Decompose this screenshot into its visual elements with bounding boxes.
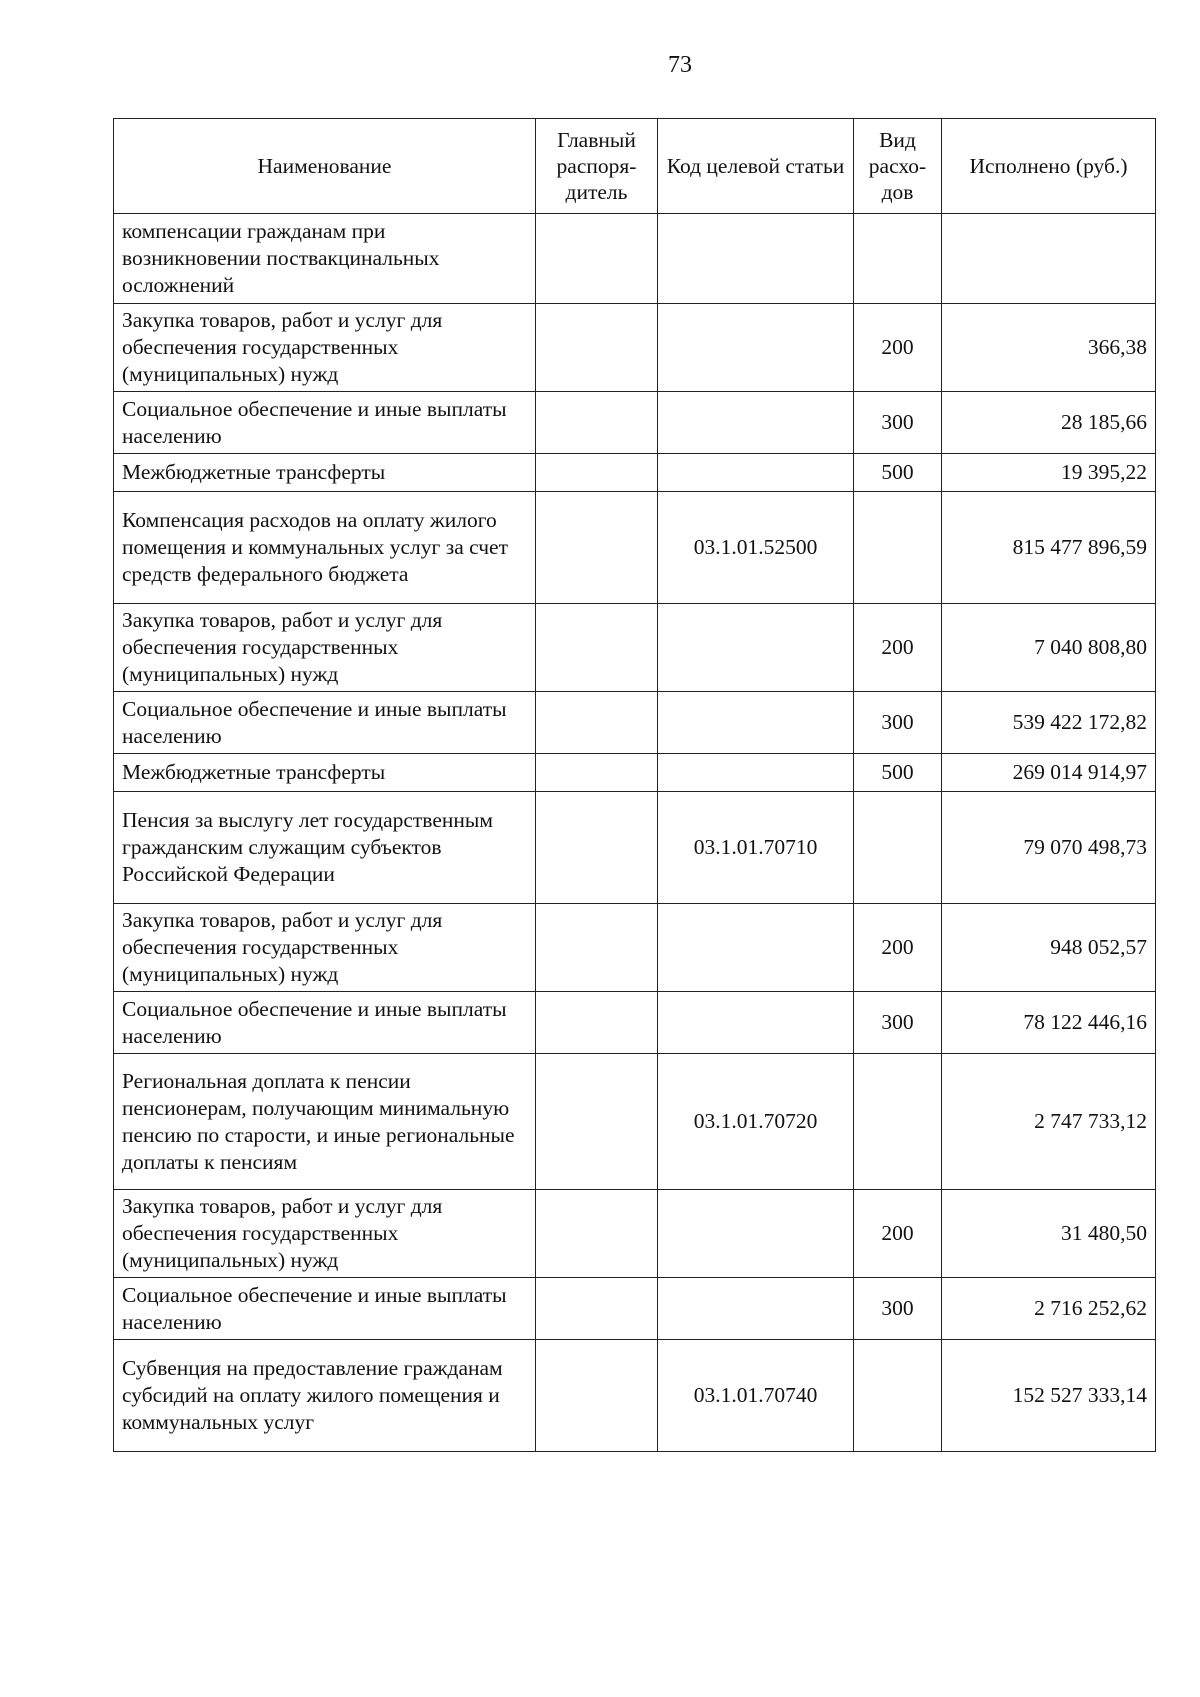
table-row xyxy=(114,754,1156,792)
cell-name: компенсации гражданам при возникновении поствакцинальных осложнений xyxy=(114,214,536,304)
table-row xyxy=(114,454,1156,492)
cell-expense-type xyxy=(854,1340,942,1452)
cell-target-code: 03.1.01.70740 xyxy=(658,1340,854,1452)
cell-executed: 539 422 172,82 xyxy=(942,692,1156,754)
cell-expense-type: 300 xyxy=(854,392,942,454)
cell-target-code xyxy=(658,214,854,304)
table-header-row xyxy=(114,119,1156,214)
cell-main-manager xyxy=(536,304,658,392)
cell-main-manager xyxy=(536,754,658,792)
table-row xyxy=(114,792,1156,904)
cell-executed: 28 185,66 xyxy=(942,392,1156,454)
cell-main-manager xyxy=(536,992,658,1054)
header-main-manager: Главный распоря-дитель xyxy=(536,119,658,214)
cell-executed: 78 122 446,16 xyxy=(942,992,1156,1054)
cell-expense-type: 300 xyxy=(854,992,942,1054)
cell-target-code xyxy=(658,692,854,754)
cell-target-code xyxy=(658,754,854,792)
cell-executed: 366,38 xyxy=(942,304,1156,392)
cell-executed: 2 747 733,12 xyxy=(942,1054,1156,1190)
cell-target-code xyxy=(658,304,854,392)
table-row xyxy=(114,1278,1156,1340)
cell-executed: 19 395,22 xyxy=(942,454,1156,492)
table-row xyxy=(114,1340,1156,1452)
header-target-code: Код целевой статьи xyxy=(658,119,854,214)
cell-expense-type: 200 xyxy=(854,304,942,392)
cell-executed: 815 477 896,59 xyxy=(942,492,1156,604)
cell-executed: 948 052,57 xyxy=(942,904,1156,992)
table-body xyxy=(114,214,1156,1452)
cell-name: Социальное обеспечение и иные выплаты населению xyxy=(114,392,536,454)
cell-expense-type: 300 xyxy=(854,1278,942,1340)
cell-target-code xyxy=(658,1278,854,1340)
cell-target-code: 03.1.01.70720 xyxy=(658,1054,854,1190)
cell-name: Региональная доплата к пенсии пенсионерам, получающим минимальную пенсию по старости, и иные региональные доплаты к пенсиям xyxy=(114,1054,536,1190)
cell-executed: 79 070 498,73 xyxy=(942,792,1156,904)
header-executed: Исполнено (руб.) xyxy=(942,119,1156,214)
table-row xyxy=(114,214,1156,304)
cell-main-manager xyxy=(536,604,658,692)
expense-table xyxy=(113,118,1156,1452)
cell-target-code xyxy=(658,1190,854,1278)
cell-main-manager xyxy=(536,1190,658,1278)
cell-name: Межбюджетные трансферты xyxy=(114,454,536,492)
cell-main-manager xyxy=(536,492,658,604)
cell-executed: 31 480,50 xyxy=(942,1190,1156,1278)
header-name: Наименование xyxy=(114,119,536,214)
cell-main-manager xyxy=(536,214,658,304)
cell-expense-type: 200 xyxy=(854,904,942,992)
cell-target-code xyxy=(658,604,854,692)
table-row xyxy=(114,692,1156,754)
cell-main-manager xyxy=(536,792,658,904)
cell-expense-type: 200 xyxy=(854,1190,942,1278)
cell-expense-type xyxy=(854,214,942,304)
cell-target-code: 03.1.01.52500 xyxy=(658,492,854,604)
table-row xyxy=(114,604,1156,692)
cell-target-code xyxy=(658,392,854,454)
cell-target-code: 03.1.01.70710 xyxy=(658,792,854,904)
cell-expense-type: 300 xyxy=(854,692,942,754)
table-row xyxy=(114,1190,1156,1278)
cell-executed: 7 040 808,80 xyxy=(942,604,1156,692)
cell-expense-type: 500 xyxy=(854,454,942,492)
cell-name: Межбюджетные трансферты xyxy=(114,754,536,792)
table-row xyxy=(114,492,1156,604)
table-row xyxy=(114,1054,1156,1190)
cell-main-manager xyxy=(536,1054,658,1190)
cell-name: Компенсация расходов на оплату жилого помещения и коммунальных услуг за счет средств федерального бюджета xyxy=(114,492,536,604)
cell-main-manager xyxy=(536,692,658,754)
cell-name: Закупка товаров, работ и услуг для обеспечения государственных (муниципальных) нужд xyxy=(114,1190,536,1278)
table-row xyxy=(114,992,1156,1054)
table-row xyxy=(114,904,1156,992)
cell-main-manager xyxy=(536,1340,658,1452)
cell-name: Закупка товаров, работ и услуг для обеспечения государственных (муниципальных) нужд xyxy=(114,304,536,392)
cell-main-manager xyxy=(536,392,658,454)
cell-name: Закупка товаров, работ и услуг для обеспечения государственных (муниципальных) нужд xyxy=(114,604,536,692)
cell-executed: 2 716 252,62 xyxy=(942,1278,1156,1340)
cell-expense-type xyxy=(854,1054,942,1190)
table-row xyxy=(114,392,1156,454)
cell-expense-type: 200 xyxy=(854,604,942,692)
cell-main-manager xyxy=(536,1278,658,1340)
cell-main-manager xyxy=(536,454,658,492)
cell-name: Социальное обеспечение и иные выплаты населению xyxy=(114,692,536,754)
cell-expense-type: 500 xyxy=(854,754,942,792)
cell-main-manager xyxy=(536,904,658,992)
cell-target-code xyxy=(658,904,854,992)
page-number: 73 xyxy=(668,52,692,78)
cell-name: Субвенция на предоставление гражданам субсидий на оплату жилого помещения и коммунальных услуг xyxy=(114,1340,536,1452)
cell-executed: 152 527 333,14 xyxy=(942,1340,1156,1452)
cell-expense-type xyxy=(854,792,942,904)
cell-name: Социальное обеспечение и иные выплаты населению xyxy=(114,1278,536,1340)
cell-target-code xyxy=(658,992,854,1054)
cell-name: Социальное обеспечение и иные выплаты населению xyxy=(114,992,536,1054)
cell-expense-type xyxy=(854,492,942,604)
table-row xyxy=(114,304,1156,392)
cell-target-code xyxy=(658,454,854,492)
cell-name: Закупка товаров, работ и услуг для обеспечения государственных (муниципальных) нужд xyxy=(114,904,536,992)
header-expense-type: Вид расхо-дов xyxy=(854,119,942,214)
cell-executed xyxy=(942,214,1156,304)
cell-executed: 269 014 914,97 xyxy=(942,754,1156,792)
cell-name: Пенсия за выслугу лет государственным гражданским служащим субъектов Российской Федерации xyxy=(114,792,536,904)
